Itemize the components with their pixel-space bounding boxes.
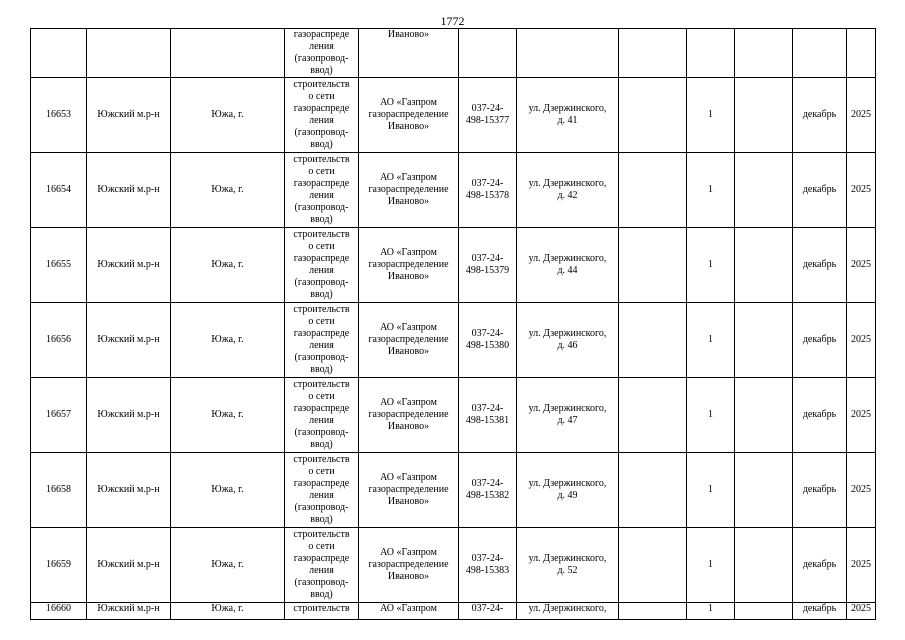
cell-empty: [735, 303, 793, 378]
cell-month: декабрь: [793, 228, 847, 303]
cell-address: ул. Дзержинского, д. 41: [517, 78, 619, 153]
cell-work: строительств о сети газораспреде ления (газопровод- ввод): [285, 528, 359, 603]
cell-work: строительств о сети газораспреде ления (газопровод- ввод): [285, 228, 359, 303]
cell-year: [847, 29, 876, 78]
cell-month: декабрь: [793, 153, 847, 228]
cell-district: Южский м.р-н: [87, 153, 171, 228]
cell-settlement: Южа, г.: [171, 603, 285, 620]
table-row-continued: [31, 29, 876, 78]
cell-org: АО «Газпром газораспределение Иваново»: [359, 453, 459, 528]
cell-year: 2025: [847, 378, 876, 453]
cell-work: строительств о сети газораспреде ления (газопровод- ввод): [285, 453, 359, 528]
cell-year: 2025: [847, 153, 876, 228]
cell-org: АО «Газпром газораспределение Иваново»: [359, 78, 459, 153]
cell-empty: [735, 78, 793, 153]
table-row: [31, 228, 876, 303]
cell-work: строительств о сети газораспреде ления (газопровод- ввод): [285, 303, 359, 378]
cell-num: 16660: [31, 603, 87, 620]
cell-qty: 1: [687, 78, 735, 153]
cell-district: Южский м.р-н: [87, 303, 171, 378]
cell-settlement: Южа, г.: [171, 153, 285, 228]
cell-work: газораспреде ления (газопровод- ввод): [285, 29, 359, 78]
cell-empty: [735, 153, 793, 228]
cell-month: декабрь: [793, 453, 847, 528]
cell-empty: [619, 228, 687, 303]
cell-settlement: Южа, г.: [171, 378, 285, 453]
cell-district: Южский м.р-н: [87, 528, 171, 603]
page-number: 1772: [440, 14, 465, 28]
cell-empty: [735, 603, 793, 620]
cell-address: ул. Дзержинского, д. 44: [517, 228, 619, 303]
cell-address: ул. Дзержинского, д. 52: [517, 528, 619, 603]
cell-num: 16656: [31, 303, 87, 378]
cell-code: 037-24-: [459, 603, 517, 620]
cell-org: АО «Газпром газораспределение Иваново»: [359, 378, 459, 453]
cell-empty: [619, 303, 687, 378]
cell-qty: 1: [687, 453, 735, 528]
cell-month: декабрь: [793, 78, 847, 153]
table-row: [31, 528, 876, 603]
cell-work: строительств о сети газораспреде ления (газопровод- ввод): [285, 378, 359, 453]
cell-address: ул. Дзержинского, д. 49: [517, 453, 619, 528]
cell-settlement: Южа, г.: [171, 228, 285, 303]
cell-month: декабрь: [793, 603, 847, 620]
cell-year: 2025: [847, 603, 876, 620]
cell-num: 16653: [31, 78, 87, 153]
cell-num: 16654: [31, 153, 87, 228]
cell-address: ул. Дзержинского, д. 47: [517, 378, 619, 453]
cell-org: АО «Газпром газораспределение Иваново»: [359, 228, 459, 303]
cell-code: 037-24- 498-15383: [459, 528, 517, 603]
cell-year: 2025: [847, 303, 876, 378]
cell-settlement: Южа, г.: [171, 453, 285, 528]
cell-district: Южский м.р-н: [87, 378, 171, 453]
cell-code: 037-24- 498-15379: [459, 228, 517, 303]
cell-district: Южский м.р-н: [87, 453, 171, 528]
cell-empty: [735, 528, 793, 603]
cell-code: 037-24- 498-15381: [459, 378, 517, 453]
cell-work: строительств о сети газораспреде ления (газопровод- ввод): [285, 153, 359, 228]
cell-qty: 1: [687, 378, 735, 453]
cell-year: 2025: [847, 228, 876, 303]
cell-district: Южский м.р-н: [87, 228, 171, 303]
cell-qty: 1: [687, 228, 735, 303]
cell-empty: [735, 228, 793, 303]
cell-settlement: Южа, г.: [171, 78, 285, 153]
cell-org: АО «Газпром газораспределение Иваново»: [359, 153, 459, 228]
cell-settlement: Южа, г.: [171, 303, 285, 378]
table-row: [31, 78, 876, 153]
cell-org: Иваново»: [359, 29, 459, 78]
cell-address: ул. Дзержинского, д. 46: [517, 303, 619, 378]
cell-empty: [619, 528, 687, 603]
cell-code: 037-24- 498-15377: [459, 78, 517, 153]
cell-address: ул. Дзержинского, д. 42: [517, 153, 619, 228]
cell-qty: 1: [687, 603, 735, 620]
cell-address: ул. Дзержинского,: [517, 603, 619, 620]
cell-empty: [735, 453, 793, 528]
table-row: [31, 453, 876, 528]
cell-org: АО «Газпром газораспределение Иваново»: [359, 303, 459, 378]
cell-empty: [619, 153, 687, 228]
cell-district: [87, 29, 171, 78]
cell-work: строительств о сети газораспреде ления (газопровод- ввод): [285, 78, 359, 153]
cell-code: 037-24- 498-15378: [459, 153, 517, 228]
cell-year: 2025: [847, 528, 876, 603]
cell-empty: [619, 603, 687, 620]
table-row: [31, 603, 876, 620]
cell-org: АО «Газпром: [359, 603, 459, 620]
cell-code: [459, 29, 517, 78]
cell-code: 037-24- 498-15380: [459, 303, 517, 378]
table-body: [31, 29, 876, 620]
cell-empty: [619, 453, 687, 528]
cell-num: 16655: [31, 228, 87, 303]
cell-month: [793, 29, 847, 78]
table-row: [31, 378, 876, 453]
cell-num: 16657: [31, 378, 87, 453]
cell-qty: 1: [687, 153, 735, 228]
cell-month: декабрь: [793, 528, 847, 603]
cell-year: 2025: [847, 78, 876, 153]
cell-qty: 1: [687, 303, 735, 378]
cell-num: 16659: [31, 528, 87, 603]
cell-district: Южский м.р-н: [87, 603, 171, 620]
cell-month: декабрь: [793, 378, 847, 453]
cell-num: [31, 29, 87, 78]
cell-district: Южский м.р-н: [87, 78, 171, 153]
cell-empty: [619, 78, 687, 153]
cell-org: АО «Газпром газораспределение Иваново»: [359, 528, 459, 603]
cell-address: [517, 29, 619, 78]
table-row: [31, 303, 876, 378]
cell-work: строительств: [285, 603, 359, 620]
cell-settlement: [171, 29, 285, 78]
cell-empty: [619, 378, 687, 453]
cell-num: 16658: [31, 453, 87, 528]
cell-month: декабрь: [793, 303, 847, 378]
cell-qty: [687, 29, 735, 78]
cell-settlement: Южа, г.: [171, 528, 285, 603]
cell-year: 2025: [847, 453, 876, 528]
table-row: [31, 153, 876, 228]
registry-table: [30, 28, 876, 620]
cell-empty: [619, 29, 687, 78]
cell-empty: [735, 378, 793, 453]
cell-qty: 1: [687, 528, 735, 603]
cell-empty: [735, 29, 793, 78]
cell-code: 037-24- 498-15382: [459, 453, 517, 528]
